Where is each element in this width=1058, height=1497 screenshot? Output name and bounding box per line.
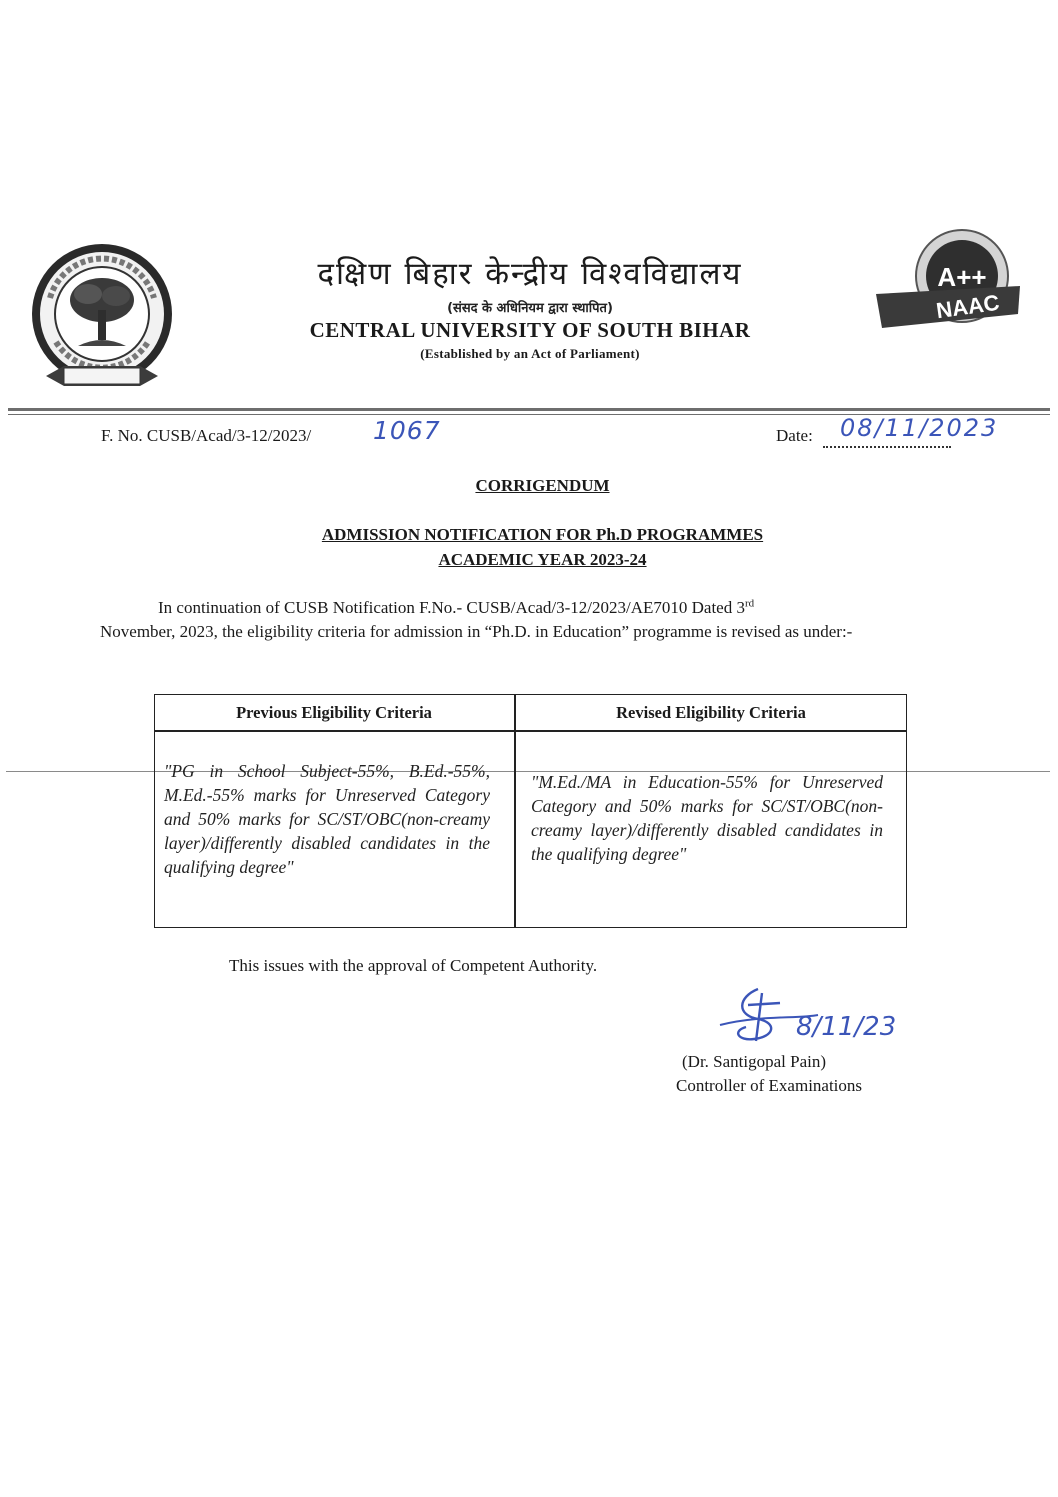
university-subtitle-english: (Established by an Act of Parliament) [420,346,640,361]
date-label: Date: [776,426,813,445]
table-header-revised: Revised Eligibility Criteria [616,703,806,722]
signatory-designation: Controller of Examinations [676,1076,863,1095]
signatory-name: (Dr. Santigopal Pain) [682,1052,827,1071]
revised-criteria-cell: "M.Ed./MA in Education-55% for Unreserved Category and 50% marks for SC/ST/OBC(non-creamy layer)/differently disabled candidates in the qualifying degree" [531,772,883,864]
file-number-label: F. No. CUSB/Acad/3-12/2023/ [101,426,312,445]
academic-year-heading: ACADEMIC YEAR 2023-24 [438,550,647,569]
table-header-previous: Previous Eligibility Criteria [236,703,432,722]
header-divider-thick [8,408,1050,411]
body-line-1: In continuation of CUSB Notification F.No.- CUSB/Acad/3-12/2023/AE7010 Dated 3 [158,598,745,617]
admission-notification-heading: ADMISSION NOTIFICATION FOR Ph.D PROGRAMMES [321,525,764,544]
university-name-english: CENTRAL UNIVERSITY OF SOUTH BIHAR [309,318,751,342]
naac-label-text: NAAC [934,289,1002,324]
body-line-2: November, 2023, the eligibility criteria for admission in “Ph.D. in Education” programme is revised as under:- [100,622,853,641]
body-superscript: rd [744,597,755,610]
handwritten-signature [718,985,898,1043]
naac-grade-text: A++ [937,262,987,292]
body-paragraph [100,596,936,644]
university-subtitle-hindi: (संसद के अधिनियम द्वारा स्थापित) [447,301,613,316]
document-title: CORRIGENDUM [475,476,610,495]
signature-date: 8/11/23 [796,1012,897,1042]
table-header-divider [154,730,907,732]
file-number-handwritten: 1067 [373,416,441,445]
university-name-hindi: दक्षिण बिहार केन्द्रीय विश्वविद्यालय [317,256,743,292]
date-handwritten: 08/11/2023 [840,414,999,442]
university-seal-logo [28,238,176,398]
approval-statement: This issues with the approval of Competent Authority. [229,956,598,975]
naac-accreditation-badge [872,228,1024,340]
previous-criteria-cell: "PG in School Subject-55%, B.Ed.-55%, M.Ed.-55% marks for Unreserved Category and 50% marks for SC/ST/OBC(non-creamy layer)/differently disabled candidates in the qualifying degree" [164,761,490,877]
